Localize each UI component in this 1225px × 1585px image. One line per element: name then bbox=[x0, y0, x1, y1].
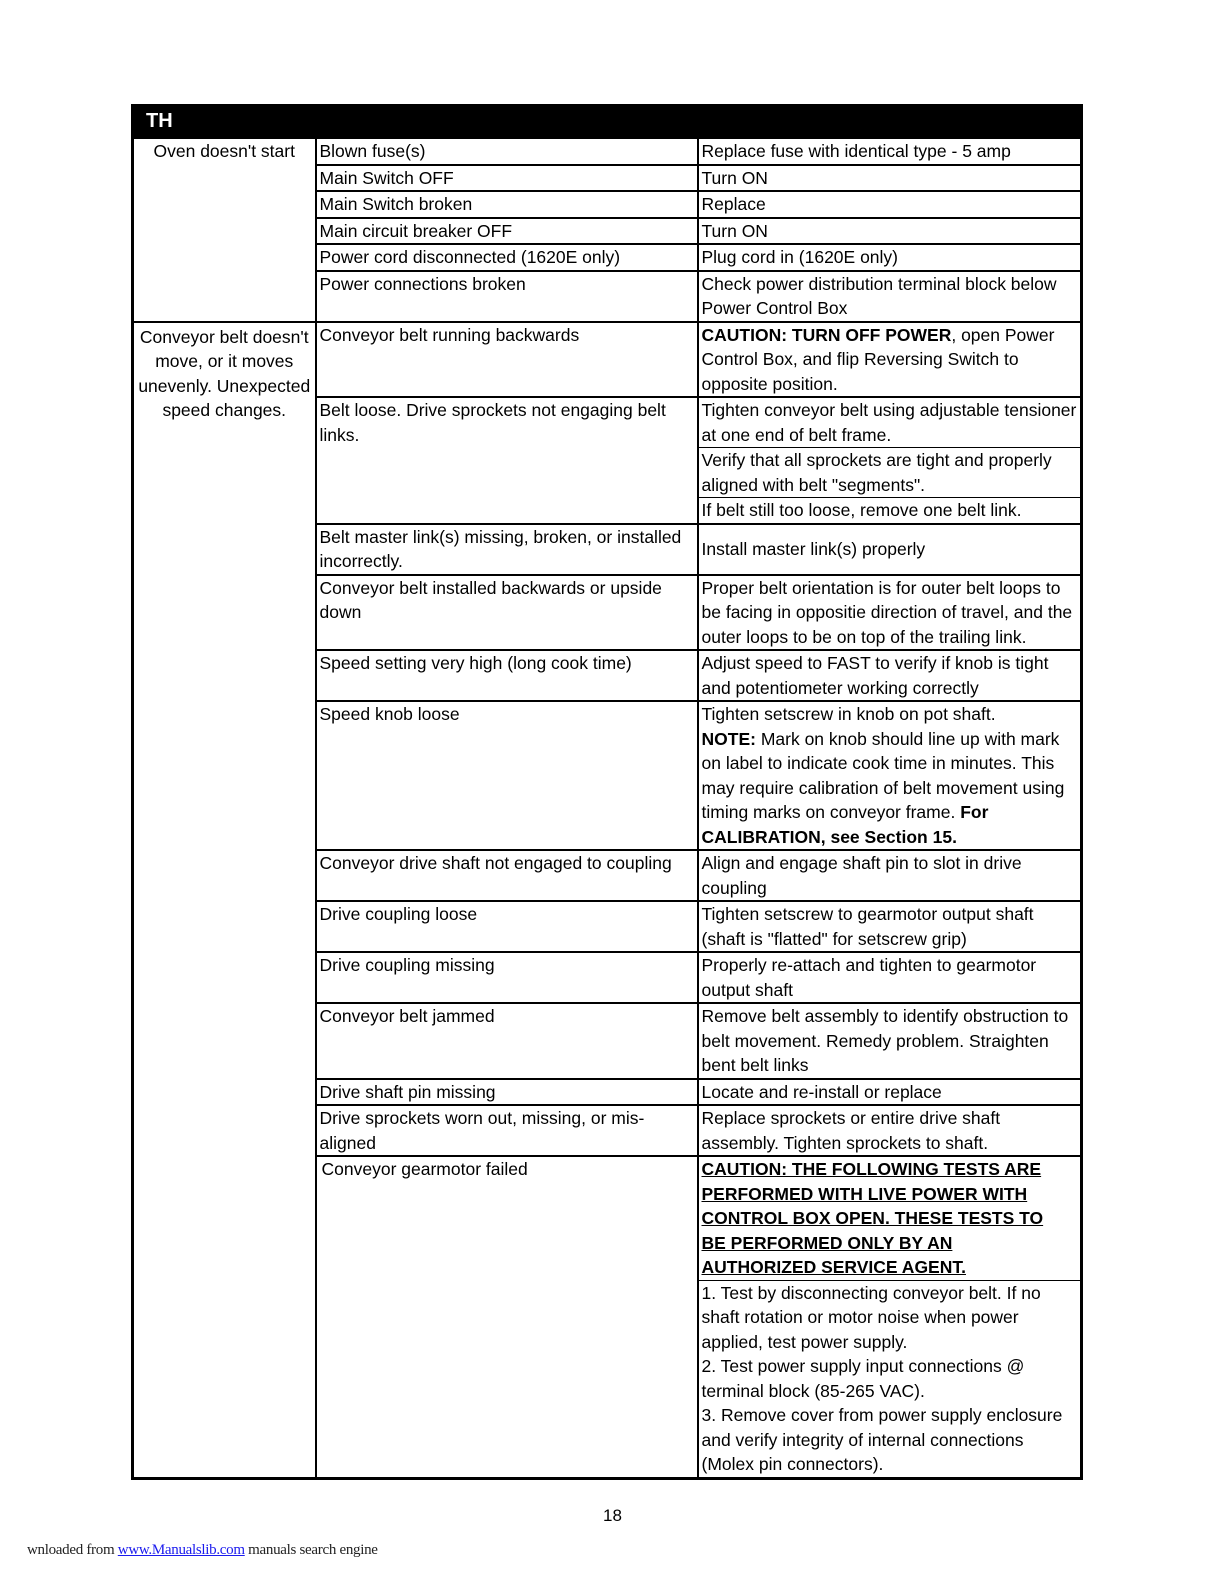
note-label: NOTE: bbox=[701, 728, 756, 749]
cause-cell: Speed knob loose bbox=[316, 701, 698, 850]
cause-cell: Drive coupling missing bbox=[316, 952, 698, 1003]
caution-cell: CAUTION: THE FOLLOWING TESTS ARE PERFORMED WITH LIVE POWER WITH CONTROL BOX OPEN. THESE TESTS TO BE PERFORMED ONLY BY AN AUTHORIZED SERVICE AGENT. bbox=[698, 1156, 1082, 1280]
remedy-cell: Align and engage shaft pin to slot in drive coupling bbox=[698, 850, 1082, 901]
table-header-title: TH bbox=[133, 104, 1082, 139]
test-step: 3. Remove cover from power supply enclosure and verify integrity of internal connections (Molex pin connectors). bbox=[701, 1405, 1063, 1474]
remedy-text: Mark on knob should line up with mark on label to indicate cook time in minutes. This may require calibration of belt movement using timing marks on conveyor frame. bbox=[701, 728, 1065, 822]
remedy-cell: Check power distribution terminal block below Power Control Box bbox=[698, 271, 1082, 322]
remedy-cell: Tighten setscrew to gearmotor output shaft (shaft is "flatted" for setscrew grip) bbox=[698, 901, 1082, 952]
remedy-cell: Verify that all sprockets are tight and properly aligned with belt "segments". bbox=[698, 448, 1082, 498]
remedy-cell: Adjust speed to FAST to verify if knob is tight and potentiometer working correctly bbox=[698, 650, 1082, 701]
cause-cell: Main Switch broken bbox=[316, 191, 698, 218]
remedy-cell: Plug cord in (1620E only) bbox=[698, 244, 1082, 271]
remedy-cell: Proper belt orientation is for outer belt loops to be facing in oppositie direction of travel, and the outer loops to be on top of the trailing link. bbox=[698, 575, 1082, 651]
remedy-cell: Replace bbox=[698, 191, 1082, 218]
cause-cell: Drive coupling loose bbox=[316, 901, 698, 952]
cause-cell: Conveyor belt running backwards bbox=[316, 322, 698, 398]
footer-suffix: manuals search engine bbox=[244, 1542, 378, 1558]
cause-cell: Main circuit breaker OFF bbox=[316, 218, 698, 245]
cause-cell: Power connections broken bbox=[316, 271, 698, 322]
remedy-cell: Properly re-attach and tighten to gearmotor output shaft bbox=[698, 952, 1082, 1003]
cause-cell: Conveyor belt jammed bbox=[316, 1003, 698, 1079]
remedy-text: , open Power Control Box, and flip Reversing Switch to opposite position. bbox=[701, 324, 1055, 394]
cause-cell: Conveyor gearmotor failed bbox=[316, 1156, 698, 1478]
symptom-cell: Oven doesn't start bbox=[133, 139, 316, 322]
remedy-cell bbox=[698, 1280, 1082, 1478]
cause-cell: Main Switch OFF bbox=[316, 165, 698, 192]
remedy-cell: Turn ON bbox=[698, 165, 1082, 192]
caution-text: CAUTION: TURN OFF POWER bbox=[701, 324, 952, 345]
troubleshooting-table bbox=[131, 104, 1083, 1480]
remedy-cell bbox=[698, 322, 1082, 398]
cause-cell: Power cord disconnected (1620E only) bbox=[316, 244, 698, 271]
footer-prefix: wnloaded from bbox=[27, 1542, 118, 1558]
remedy-cell: Locate and re-install or replace bbox=[698, 1079, 1082, 1106]
remedy-cell: Install master link(s) properly bbox=[698, 524, 1082, 575]
remedy-cell: Remove belt assembly to identify obstruction to belt movement. Remedy problem. Straighten bent belt links bbox=[698, 1003, 1082, 1079]
cause-cell: Drive sprockets worn out, missing, or mis-aligned bbox=[316, 1105, 698, 1156]
remedy-cell: Replace sprockets or entire drive shaft assembly. Tighten sprockets to shaft. bbox=[698, 1105, 1082, 1156]
page-number: 18 bbox=[603, 1506, 622, 1525]
cause-cell: Drive shaft pin missing bbox=[316, 1079, 698, 1106]
remedy-cell: Tighten conveyor belt using adjustable tensioner at one end of belt frame. bbox=[698, 397, 1082, 448]
table-header-row bbox=[133, 104, 1082, 139]
cause-cell: Speed setting very high (long cook time) bbox=[316, 650, 698, 701]
remedy-cell: If belt still too loose, remove one belt link. bbox=[698, 498, 1082, 524]
remedy-cell bbox=[698, 701, 1082, 850]
test-step: 1. Test by disconnecting conveyor belt. If no shaft rotation or motor noise when power applied, test power supply. bbox=[701, 1282, 1041, 1352]
cause-cell: Belt master link(s) missing, broken, or installed incorrectly. bbox=[316, 524, 698, 575]
symptom-cell: Conveyor belt doesn't move, or it moves unevenly. Unexpected speed changes. bbox=[133, 322, 316, 1479]
table-row bbox=[133, 139, 1082, 165]
test-step: 2. Test power supply input connections @ terminal block (85-265 VAC). bbox=[701, 1356, 1025, 1401]
table-row bbox=[133, 322, 1082, 398]
download-footer bbox=[27, 1542, 378, 1559]
remedy-cell: Replace fuse with identical type - 5 amp bbox=[701, 141, 1011, 161]
manualslib-link[interactable]: www.Manualslib.com bbox=[117, 1542, 245, 1558]
cause-cell: Conveyor belt installed backwards or upside down bbox=[316, 575, 698, 651]
remedy-text: Tighten setscrew in knob on pot shaft. bbox=[701, 704, 996, 724]
cause-cell: Conveyor drive shaft not engaged to coupling bbox=[316, 850, 698, 901]
remedy-cell: Turn ON bbox=[698, 218, 1082, 245]
cause-cell: Belt loose. Drive sprockets not engaging belt links. bbox=[316, 397, 698, 524]
calibration-reference: For CALIBRATION, see Section 15. bbox=[701, 802, 989, 847]
cause-cell: Blown fuse(s) bbox=[316, 139, 698, 165]
